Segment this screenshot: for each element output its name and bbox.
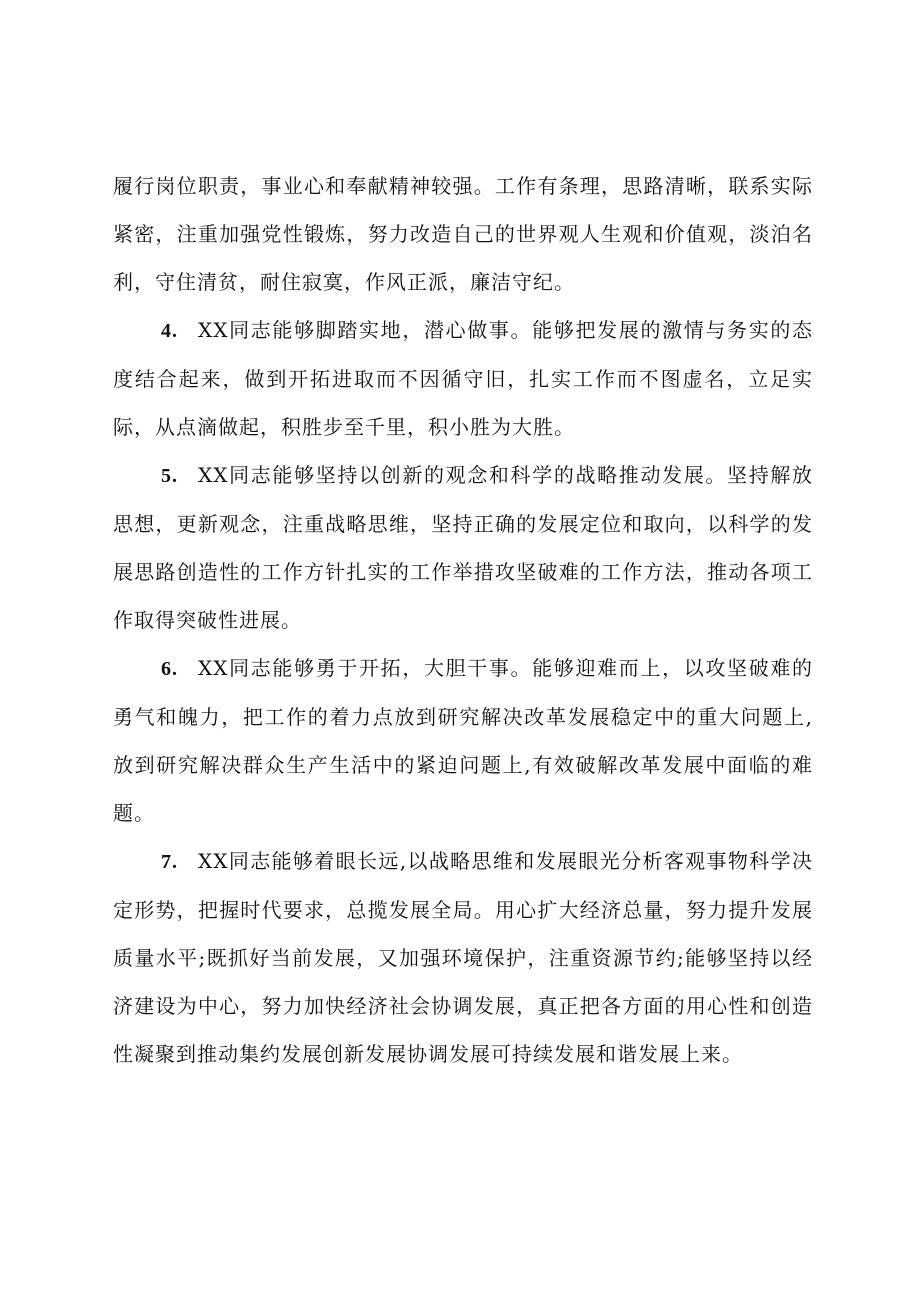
paragraph-text: XX同志能够坚持以创新的观念和科学的战略推动发展。坚持解放思想，更新观念，注重战略思维，坚持正确的发展定位和取向，以科学的发展思路创造性的工作方针扎实的工作举措攻坚破难的工作方法，推动各项工作取得突破性进展。 (113, 463, 813, 632)
paragraph-text: XX同志能够勇于开拓，大胆干事。能够迎难而上，以攻坚破难的勇气和魄力，把工作的着力点放到研究解决改革发展稳定中的重大问题上,放到研究解决群众生产生活中的紧迫问题上,有效破解改革发展中面临的难题。 (113, 656, 813, 825)
paragraph-number: 7. (161, 851, 178, 873)
paragraph-number: 4. (161, 320, 178, 342)
paragraph-number: 5. (161, 465, 178, 487)
paragraph-item-5 (113, 451, 813, 644)
paragraph-number: 6. (161, 658, 178, 680)
paragraph-item-6 (113, 644, 813, 837)
paragraph-item-7 (113, 837, 813, 1078)
paragraph-text: XX同志能够脚踏实地，潜心做事。能够把发展的激情与务实的态度结合起来，做到开拓进取而不因循守旧，扎实工作而不图虚名，立足实际，从点滴做起，积胜步至千里，积小胜为大胜。 (113, 318, 813, 439)
paragraph-item-4 (113, 306, 813, 451)
paragraph-text: XX同志能够着眼长远,以战略思维和发展眼光分析客观事物科学决定形势，把握时代要求，总揽发展全局。用心扩大经济总量，努力提升发展质量水平;既抓好当前发展，又加强环境保护，注重资源节约;能够坚持以经济建设为中心，努力加快经济社会协调发展，真正把各方面的用心性和创造性凝聚到推动集约发展创新发展协调发展可持续发展和谐发展上来。 (113, 849, 813, 1066)
document-body (113, 162, 813, 1078)
paragraph-text: 履行岗位职责，事业心和奉献精神较强。工作有条理，思路清晰，联系实际紧密，注重加强党性锻炼，努力改造自己的世界观人生观和价值观，淡泊名利，守住清贫，耐住寂寞，作风正派，廉洁守纪。 (113, 174, 813, 294)
paragraph-continuation (113, 162, 813, 306)
